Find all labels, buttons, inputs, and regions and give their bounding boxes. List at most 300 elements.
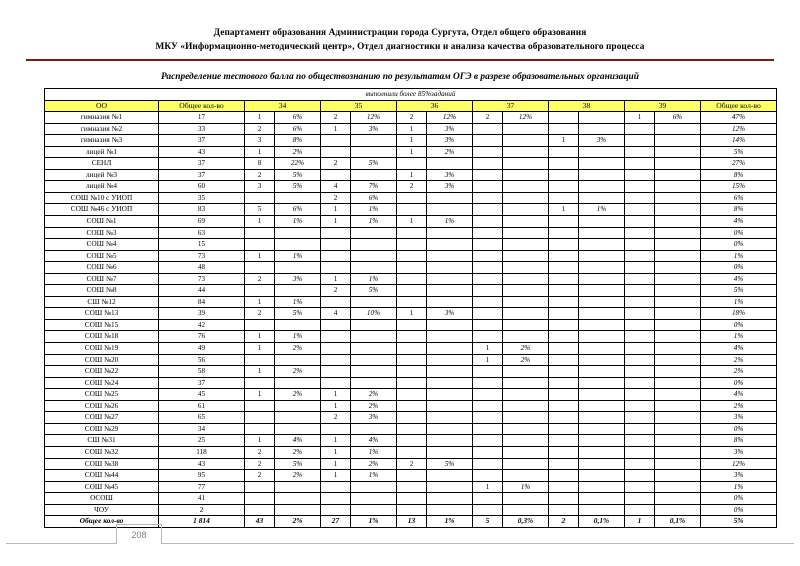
cell-pct-34: 2%	[275, 366, 321, 378]
cell-organization: лицей №4	[45, 181, 159, 193]
cell-pct-37	[503, 146, 549, 158]
cell-pct-39	[655, 239, 701, 251]
cell-count-38	[549, 227, 579, 239]
cell-count-38	[549, 273, 579, 285]
cell-pct-39	[655, 412, 701, 424]
cell-pct-38	[579, 377, 625, 389]
cell-count-36: 2	[397, 181, 427, 193]
table-row	[45, 331, 777, 343]
cell-pct-34: 4%	[275, 435, 321, 447]
cell-overall-pct: 14%	[701, 135, 777, 147]
cell-pct-36	[427, 192, 473, 204]
cell-pct-37	[503, 169, 549, 181]
cell-count-36	[397, 158, 427, 170]
table-row	[45, 192, 777, 204]
cell-count-35: 2	[321, 285, 351, 297]
header-score-38: 38	[549, 100, 625, 112]
cell-total-count: 76	[159, 331, 245, 343]
cell-pct-34	[275, 239, 321, 251]
cell-pct-37	[503, 319, 549, 331]
cell-pct-37	[503, 504, 549, 516]
cell-pct-36	[427, 250, 473, 262]
cell-count-35	[321, 319, 351, 331]
cell-pct-35: 7%	[351, 181, 397, 193]
cell-count-39	[625, 239, 655, 251]
table-row	[45, 319, 777, 331]
cell-pct-37	[503, 285, 549, 297]
cell-total-count: 118	[159, 446, 245, 458]
cell-pct-35: 1%	[351, 216, 397, 228]
cell-count-35: 4	[321, 308, 351, 320]
cell-pct-37	[503, 308, 549, 320]
cell-count-34	[245, 493, 275, 505]
cell-pct-34: 2%	[275, 446, 321, 458]
cell-pct-37	[503, 181, 549, 193]
cell-count-35	[321, 146, 351, 158]
cell-pct-39	[655, 296, 701, 308]
cell-count-35: 1	[321, 400, 351, 412]
cell-count-39	[625, 504, 655, 516]
cell-count-34: 2	[245, 470, 275, 482]
cell-count-37	[473, 158, 503, 170]
cell-count-37	[473, 285, 503, 297]
table-row	[45, 308, 777, 320]
cell-total-count: 69	[159, 216, 245, 228]
cell-pct-35	[351, 354, 397, 366]
cell-overall-pct: 15%	[701, 181, 777, 193]
cell-overall-pct: 1%	[701, 296, 777, 308]
cell-count-34: 2	[245, 458, 275, 470]
cell-pct-36	[427, 435, 473, 447]
cell-count-36	[397, 389, 427, 401]
cell-pct-37	[503, 192, 549, 204]
table-row	[45, 204, 777, 216]
cell-total-count: 73	[159, 250, 245, 262]
cell-organization: СЕНЛ	[45, 158, 159, 170]
cell-pct-35	[351, 331, 397, 343]
cell-pct-35	[351, 377, 397, 389]
cell-total-count: 45	[159, 389, 245, 401]
cell-total-count: 41	[159, 493, 245, 505]
cell-pct-35: 6%	[351, 192, 397, 204]
cell-count-34	[245, 319, 275, 331]
cell-pct-37	[503, 135, 549, 147]
cell-count-39	[625, 250, 655, 262]
cell-pct-36	[427, 423, 473, 435]
cell-pct-38	[579, 389, 625, 401]
table-row	[45, 285, 777, 297]
cell-count-36	[397, 400, 427, 412]
cell-pct-34	[275, 481, 321, 493]
cell-organization: ЧОУ	[45, 504, 159, 516]
cell-count-38	[549, 158, 579, 170]
cell-pct-38	[579, 319, 625, 331]
totals-count-38: 2	[549, 516, 579, 528]
cell-count-38	[549, 216, 579, 228]
cell-count-36	[397, 204, 427, 216]
cell-pct-36: 3%	[427, 169, 473, 181]
cell-count-39	[625, 458, 655, 470]
cell-count-38	[549, 470, 579, 482]
cell-count-34	[245, 239, 275, 251]
cell-count-35	[321, 135, 351, 147]
cell-count-34: 1	[245, 112, 275, 124]
cell-organization: СОШ №4	[45, 239, 159, 251]
cell-pct-38	[579, 158, 625, 170]
cell-pct-39	[655, 146, 701, 158]
cell-pct-39	[655, 123, 701, 135]
cell-pct-35: 4%	[351, 435, 397, 447]
cell-organization: СОШ №6	[45, 262, 159, 274]
cell-count-35: 2	[321, 112, 351, 124]
cell-count-34: 1	[245, 366, 275, 378]
cell-count-38	[549, 435, 579, 447]
cell-pct-34	[275, 192, 321, 204]
cell-pct-38	[579, 446, 625, 458]
cell-pct-38	[579, 112, 625, 124]
cell-pct-37	[503, 377, 549, 389]
cell-count-39	[625, 331, 655, 343]
cell-count-34	[245, 377, 275, 389]
cell-pct-37	[503, 296, 549, 308]
cell-pct-38	[579, 412, 625, 424]
cell-pct-34	[275, 504, 321, 516]
cell-pct-34: 5%	[275, 308, 321, 320]
cell-pct-37: 12%	[503, 112, 549, 124]
cell-pct-36	[427, 354, 473, 366]
cell-count-39	[625, 123, 655, 135]
cell-count-34: 8	[245, 158, 275, 170]
cell-count-37	[473, 192, 503, 204]
cell-count-38	[549, 366, 579, 378]
cell-pct-35: 5%	[351, 285, 397, 297]
cell-pct-37	[503, 412, 549, 424]
cell-pct-34	[275, 227, 321, 239]
cell-pct-34: 1%	[275, 331, 321, 343]
cell-pct-37	[503, 423, 549, 435]
cell-count-34: 3	[245, 181, 275, 193]
cell-count-39	[625, 169, 655, 181]
cell-pct-34	[275, 377, 321, 389]
cell-count-34	[245, 481, 275, 493]
cell-pct-36	[427, 343, 473, 355]
totals-count-37: 5	[473, 516, 503, 528]
cell-count-36	[397, 366, 427, 378]
cell-pct-35	[351, 262, 397, 274]
cell-count-34: 1	[245, 343, 275, 355]
cell-pct-38	[579, 354, 625, 366]
cell-pct-39	[655, 204, 701, 216]
cell-count-35: 1	[321, 470, 351, 482]
cell-pct-39	[655, 423, 701, 435]
cell-count-37	[473, 308, 503, 320]
header-score-35: 35	[321, 100, 397, 112]
cell-pct-35	[351, 366, 397, 378]
totals-pct-38: 0,1%	[579, 516, 625, 528]
cell-pct-36: 2%	[427, 146, 473, 158]
cell-count-37	[473, 366, 503, 378]
header-score-37: 37	[473, 100, 549, 112]
cell-organization: СШ №12	[45, 296, 159, 308]
cell-count-38	[549, 389, 579, 401]
cell-count-39	[625, 285, 655, 297]
header-line-1: Департамент образования Администрации города Сургута, Отдел общего образования	[213, 28, 587, 38]
cell-total-count: 60	[159, 181, 245, 193]
cell-pct-38: 3%	[579, 135, 625, 147]
cell-total-count: 2	[159, 504, 245, 516]
table-row	[45, 262, 777, 274]
cell-count-38	[549, 123, 579, 135]
cell-count-38	[549, 504, 579, 516]
cell-total-count: 25	[159, 435, 245, 447]
cell-pct-39	[655, 470, 701, 482]
cell-pct-34: 2%	[275, 343, 321, 355]
cell-pct-39	[655, 458, 701, 470]
cell-overall-pct: 4%	[701, 389, 777, 401]
cell-pct-35: 10%	[351, 308, 397, 320]
cell-count-38	[549, 308, 579, 320]
cell-pct-35	[351, 227, 397, 239]
cell-count-39	[625, 262, 655, 274]
table-row	[45, 112, 777, 124]
cell-count-37	[473, 273, 503, 285]
cell-pct-34	[275, 262, 321, 274]
cell-count-39	[625, 273, 655, 285]
cell-count-38	[549, 296, 579, 308]
cell-pct-38	[579, 227, 625, 239]
cell-count-37: 2	[473, 112, 503, 124]
cell-organization: СОШ №32	[45, 446, 159, 458]
cell-total-count: 15	[159, 239, 245, 251]
cell-count-38	[549, 285, 579, 297]
table-row	[45, 227, 777, 239]
cell-pct-37: 2%	[503, 354, 549, 366]
cell-organization: СШ №31	[45, 435, 159, 447]
cell-pct-36	[427, 296, 473, 308]
cell-pct-34: 5%	[275, 181, 321, 193]
cell-organization: СОШ №19	[45, 343, 159, 355]
cell-pct-39	[655, 366, 701, 378]
cell-pct-34	[275, 423, 321, 435]
totals-count-35: 27	[321, 516, 351, 528]
cell-count-35	[321, 227, 351, 239]
page-footer	[0, 522, 800, 544]
cell-pct-36	[427, 400, 473, 412]
cell-count-36	[397, 470, 427, 482]
cell-overall-pct: 1%	[701, 331, 777, 343]
cell-count-36	[397, 319, 427, 331]
cell-pct-38	[579, 169, 625, 181]
cell-overall-pct: 0%	[701, 319, 777, 331]
cell-count-38	[549, 412, 579, 424]
cell-organization: СОШ №22	[45, 366, 159, 378]
cell-pct-37	[503, 216, 549, 228]
cell-count-35	[321, 366, 351, 378]
cell-count-37	[473, 204, 503, 216]
cell-pct-38	[579, 262, 625, 274]
cell-pct-35	[351, 169, 397, 181]
cell-count-36	[397, 227, 427, 239]
cell-pct-36	[427, 412, 473, 424]
cell-count-34: 1	[245, 389, 275, 401]
cell-pct-37	[503, 262, 549, 274]
cell-count-35	[321, 504, 351, 516]
cell-count-37	[473, 146, 503, 158]
cell-count-39	[625, 481, 655, 493]
cell-organization: лицей №3	[45, 169, 159, 181]
cell-pct-39	[655, 377, 701, 389]
cell-count-38	[549, 146, 579, 158]
cell-pct-36	[427, 446, 473, 458]
cell-total-count: 63	[159, 227, 245, 239]
cell-count-37	[473, 470, 503, 482]
cell-overall-pct: 0%	[701, 423, 777, 435]
table-row	[45, 481, 777, 493]
cell-count-37	[473, 493, 503, 505]
footer-rule-right	[162, 543, 794, 544]
cell-pct-34	[275, 400, 321, 412]
cell-count-37	[473, 227, 503, 239]
cell-total-count: 39	[159, 308, 245, 320]
cell-organization: СОШ №29	[45, 423, 159, 435]
cell-pct-35: 3%	[351, 412, 397, 424]
cell-pct-34: 2%	[275, 146, 321, 158]
cell-pct-35	[351, 423, 397, 435]
cell-count-39	[625, 389, 655, 401]
cell-overall-pct: 2%	[701, 366, 777, 378]
distribution-table	[44, 88, 777, 528]
cell-organization: гимназия №2	[45, 123, 159, 135]
table-body	[45, 112, 777, 528]
cell-pct-34: 2%	[275, 470, 321, 482]
cell-pct-34: 5%	[275, 169, 321, 181]
cell-count-34: 1	[245, 146, 275, 158]
cell-count-36: 2	[397, 458, 427, 470]
cell-pct-37: 1%	[503, 481, 549, 493]
cell-count-34: 1	[245, 250, 275, 262]
cell-pct-38	[579, 308, 625, 320]
table-row	[45, 343, 777, 355]
cell-pct-39	[655, 181, 701, 193]
cell-count-35: 4	[321, 181, 351, 193]
cell-pct-39	[655, 493, 701, 505]
cell-count-39	[625, 204, 655, 216]
cell-count-38	[549, 250, 579, 262]
cell-count-38	[549, 192, 579, 204]
cell-pct-38	[579, 470, 625, 482]
cell-pct-39	[655, 343, 701, 355]
totals-pct-35: 1%	[351, 516, 397, 528]
cell-pct-36: 5%	[427, 458, 473, 470]
cell-pct-34	[275, 412, 321, 424]
table-row	[45, 412, 777, 424]
cell-pct-34	[275, 354, 321, 366]
table-row	[45, 181, 777, 193]
cell-count-34: 1	[245, 296, 275, 308]
cell-pct-34	[275, 319, 321, 331]
cell-count-37	[473, 250, 503, 262]
band-label-row	[45, 89, 777, 101]
cell-overall-pct: 12%	[701, 458, 777, 470]
cell-count-39	[625, 343, 655, 355]
cell-count-34	[245, 227, 275, 239]
cell-pct-35	[351, 493, 397, 505]
cell-count-36	[397, 493, 427, 505]
cell-pct-39	[655, 400, 701, 412]
cell-count-37	[473, 446, 503, 458]
cell-count-35: 1	[321, 204, 351, 216]
table-container	[44, 88, 761, 528]
cell-count-38	[549, 458, 579, 470]
cell-count-38	[549, 423, 579, 435]
cell-organization: ОСОШ	[45, 493, 159, 505]
cell-pct-37	[503, 446, 549, 458]
cell-count-37	[473, 377, 503, 389]
cell-count-36: 1	[397, 135, 427, 147]
cell-pct-34: 6%	[275, 204, 321, 216]
cell-count-34: 2	[245, 308, 275, 320]
cell-total-count: 37	[159, 135, 245, 147]
cell-overall-pct: 3%	[701, 446, 777, 458]
cell-pct-36	[427, 285, 473, 297]
cell-count-38	[549, 343, 579, 355]
cell-count-38	[549, 493, 579, 505]
cell-organization: СОШ №24	[45, 377, 159, 389]
cell-pct-34: 8%	[275, 135, 321, 147]
cell-count-35	[321, 423, 351, 435]
cell-count-37	[473, 296, 503, 308]
cell-pct-36: 3%	[427, 135, 473, 147]
cell-total-count: 42	[159, 319, 245, 331]
cell-count-39	[625, 377, 655, 389]
cell-count-35: 2	[321, 192, 351, 204]
cell-overall-pct: 4%	[701, 343, 777, 355]
cell-pct-36: 1%	[427, 216, 473, 228]
table-row	[45, 123, 777, 135]
cell-pct-39	[655, 250, 701, 262]
cell-pct-38	[579, 423, 625, 435]
cell-pct-39	[655, 331, 701, 343]
cell-overall-pct: 27%	[701, 158, 777, 170]
cell-count-37: 1	[473, 481, 503, 493]
cell-total-count: 58	[159, 366, 245, 378]
cell-pct-35: 1%	[351, 204, 397, 216]
cell-count-37	[473, 181, 503, 193]
cell-overall-pct: 1%	[701, 250, 777, 262]
cell-count-36: 2	[397, 112, 427, 124]
cell-total-count: 84	[159, 296, 245, 308]
cell-pct-36	[427, 319, 473, 331]
cell-pct-36: 3%	[427, 308, 473, 320]
cell-count-35: 1	[321, 435, 351, 447]
cell-count-35: 1	[321, 123, 351, 135]
cell-total-count: 37	[159, 169, 245, 181]
cell-count-39	[625, 146, 655, 158]
cell-pct-39	[655, 216, 701, 228]
cell-pct-39	[655, 273, 701, 285]
cell-count-37	[473, 331, 503, 343]
cell-count-39	[625, 192, 655, 204]
cell-overall-pct: 0%	[701, 493, 777, 505]
table-row	[45, 354, 777, 366]
cell-pct-35: 12%	[351, 112, 397, 124]
cell-count-38: 1	[549, 204, 579, 216]
cell-count-39	[625, 470, 655, 482]
cell-count-38	[549, 354, 579, 366]
cell-count-37	[473, 239, 503, 251]
cell-overall-pct: 12%	[701, 123, 777, 135]
cell-pct-38	[579, 250, 625, 262]
